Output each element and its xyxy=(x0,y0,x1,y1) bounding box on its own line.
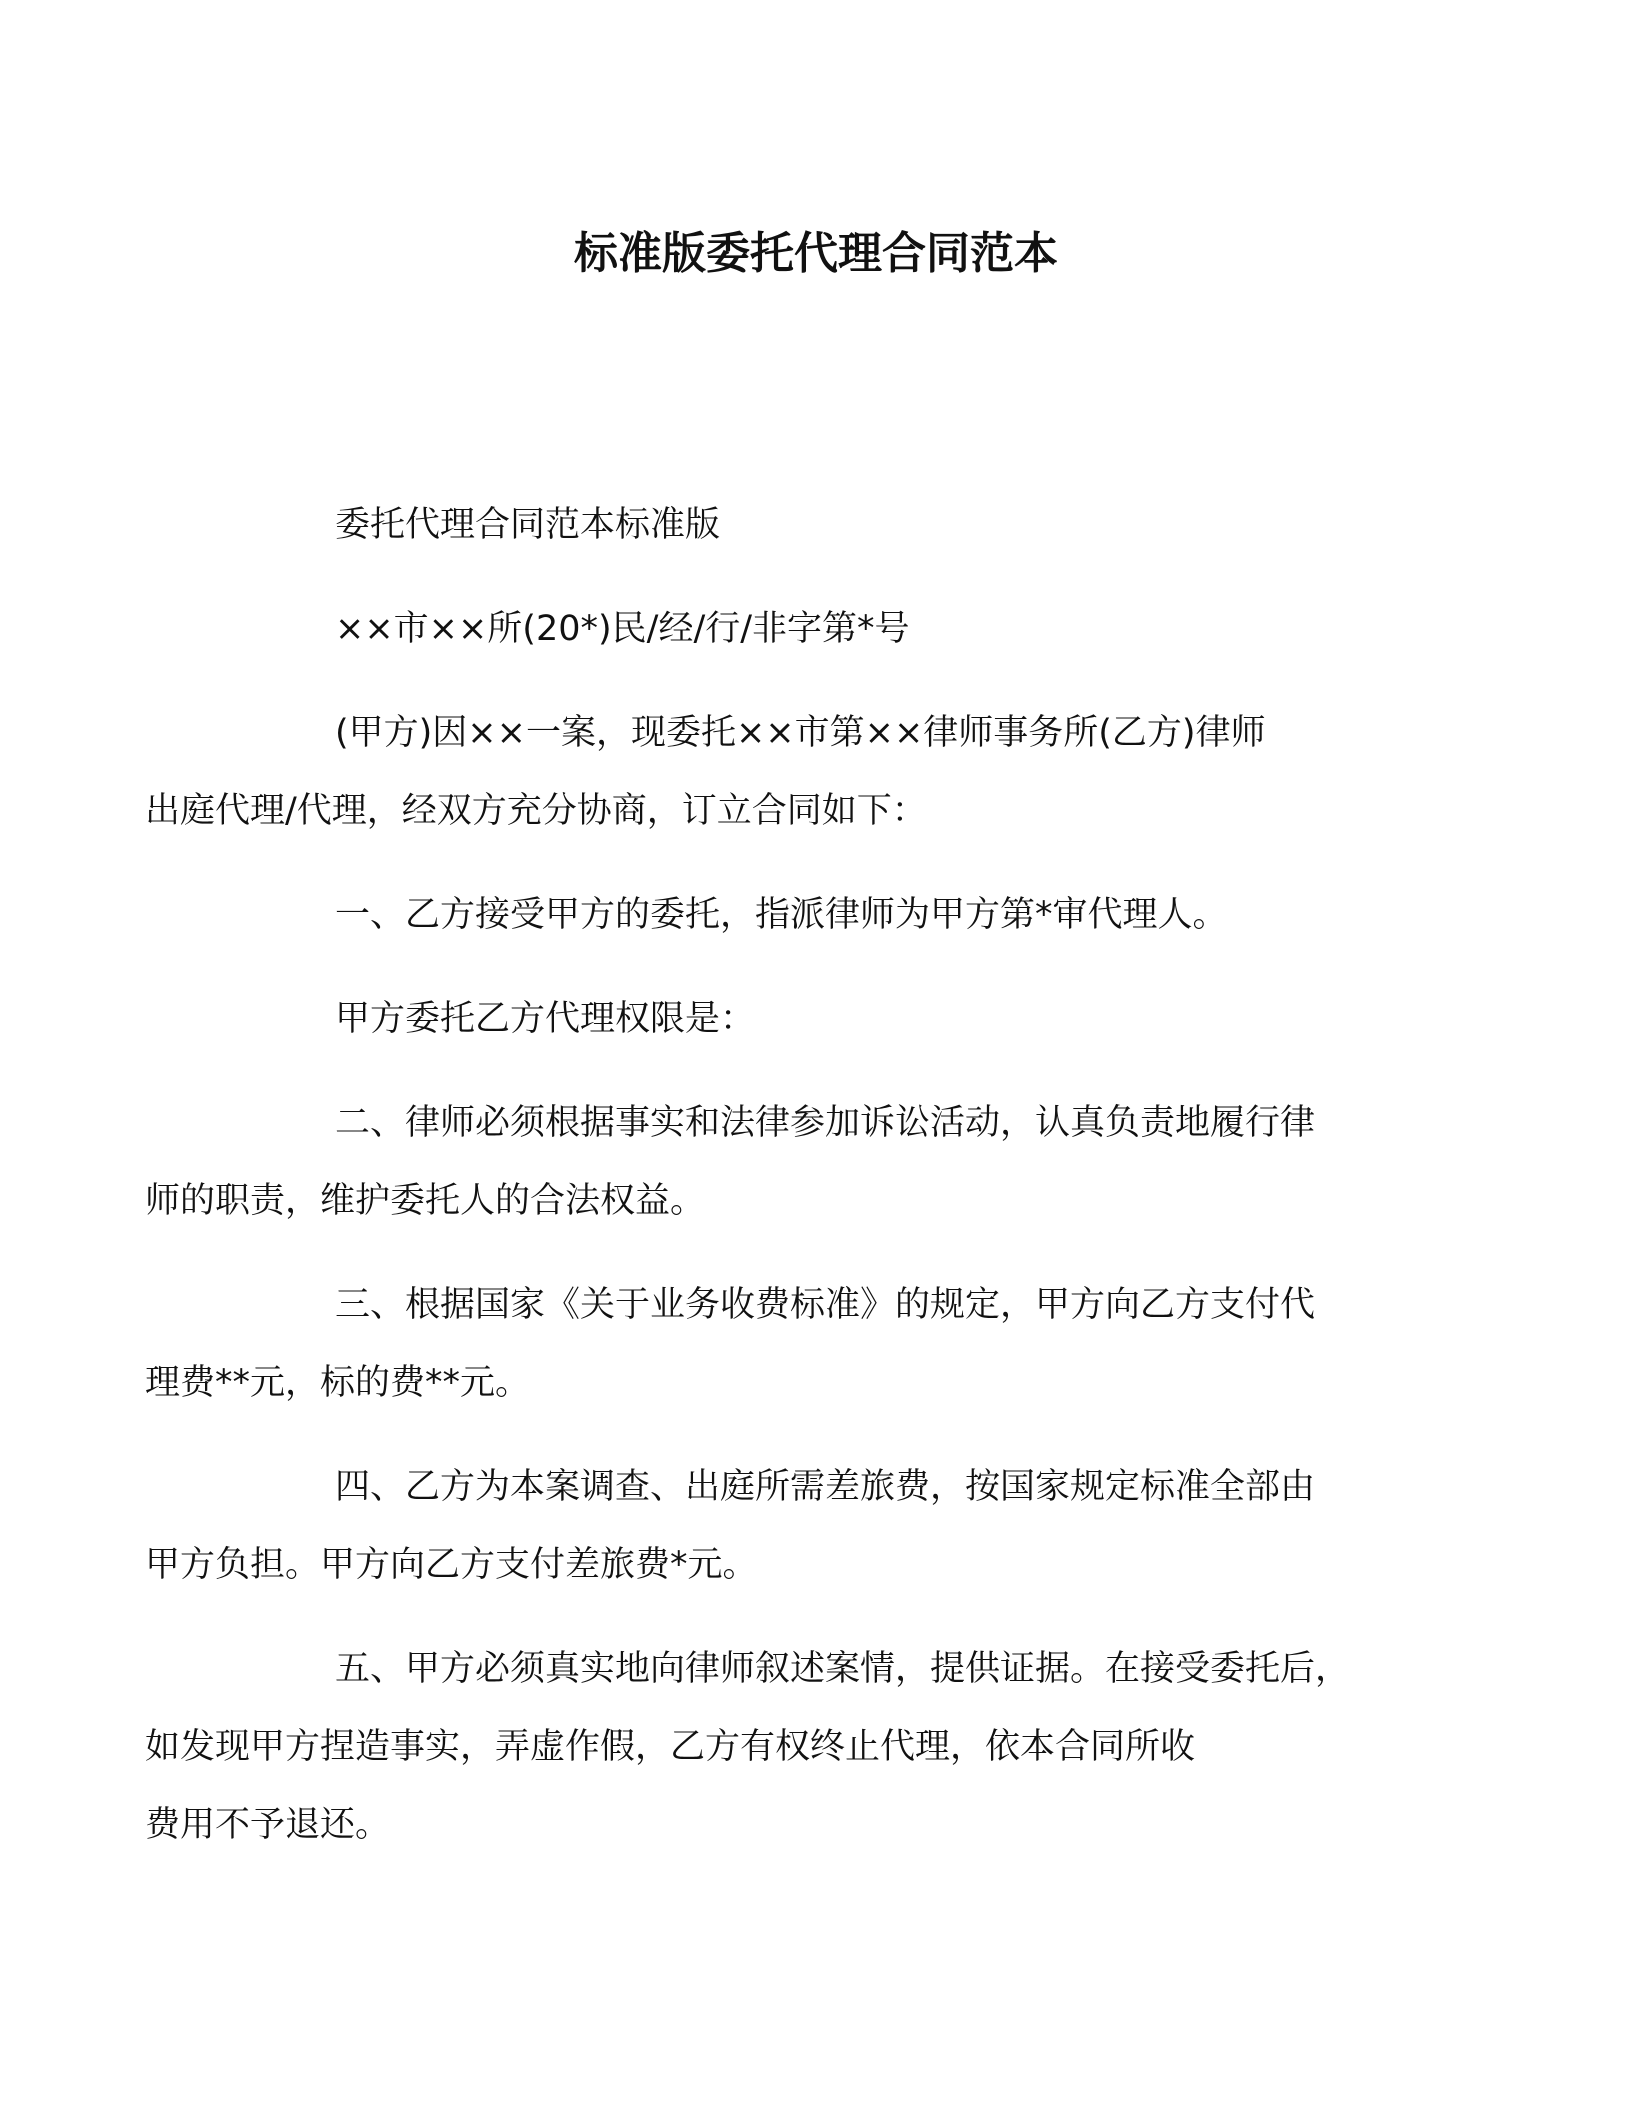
paragraph-clause-5 xyxy=(145,1630,1400,1864)
paragraph-case-number xyxy=(240,590,1400,668)
paragraph-clause-4 xyxy=(145,1448,1400,1604)
paragraph-line: 四、乙方为本案调查、出庭所需差旅费，按国家规定标准全部由 xyxy=(335,1467,1316,1507)
paragraph-line: 出庭代理/代理，经双方充分协商，订立合同如下： xyxy=(145,791,927,831)
paragraph-clause-2 xyxy=(145,1084,1400,1240)
document-title: 标准版委托代理合同范本 xyxy=(574,228,1058,279)
paragraph-line: 三、根据国家《关于业务收费标准》的规定，甲方向乙方支付代 xyxy=(335,1285,1316,1325)
paragraph-clause-3 xyxy=(145,1266,1400,1422)
paragraph-line: 甲方委托乙方代理权限是： xyxy=(335,999,756,1039)
paragraph-line: 二、律师必须根据事实和法律参加诉讼活动，认真负责地履行律 xyxy=(335,1103,1316,1143)
paragraph-intro xyxy=(145,694,1400,850)
paragraph-subtitle xyxy=(240,486,1400,564)
paragraph-line: (甲方)因××一案，现委托××市第××律师事务所(乙方)律师 xyxy=(335,713,1266,753)
paragraph-line: 五、甲方必须真实地向律师叙述案情，提供证据。在接受委托后， xyxy=(335,1649,1351,1689)
document-body xyxy=(145,486,1400,1890)
paragraph-line: ××市××所(20*)民/经/行/非字第*号 xyxy=(335,609,910,649)
paragraph-line: 师的职责，维护委托人的合法权益。 xyxy=(145,1181,706,1221)
paragraph-line: 甲方负担。甲方向乙方支付差旅费*元。 xyxy=(145,1545,758,1585)
paragraph-line: 委托代理合同范本标准版 xyxy=(335,505,721,545)
paragraph-authority xyxy=(240,980,1400,1058)
paragraph-clause-1 xyxy=(240,876,1400,954)
paragraph-line: 一、乙方接受甲方的委托，指派律师为甲方第*审代理人。 xyxy=(335,895,1228,935)
paragraph-line: 理费**元，标的费**元。 xyxy=(145,1363,531,1403)
paragraph-line: 费用不予退还。 xyxy=(145,1805,391,1845)
paragraph-line: 如发现甲方捏造事实，弄虚作假，乙方有权终止代理，依本合同所收 xyxy=(145,1727,1196,1767)
